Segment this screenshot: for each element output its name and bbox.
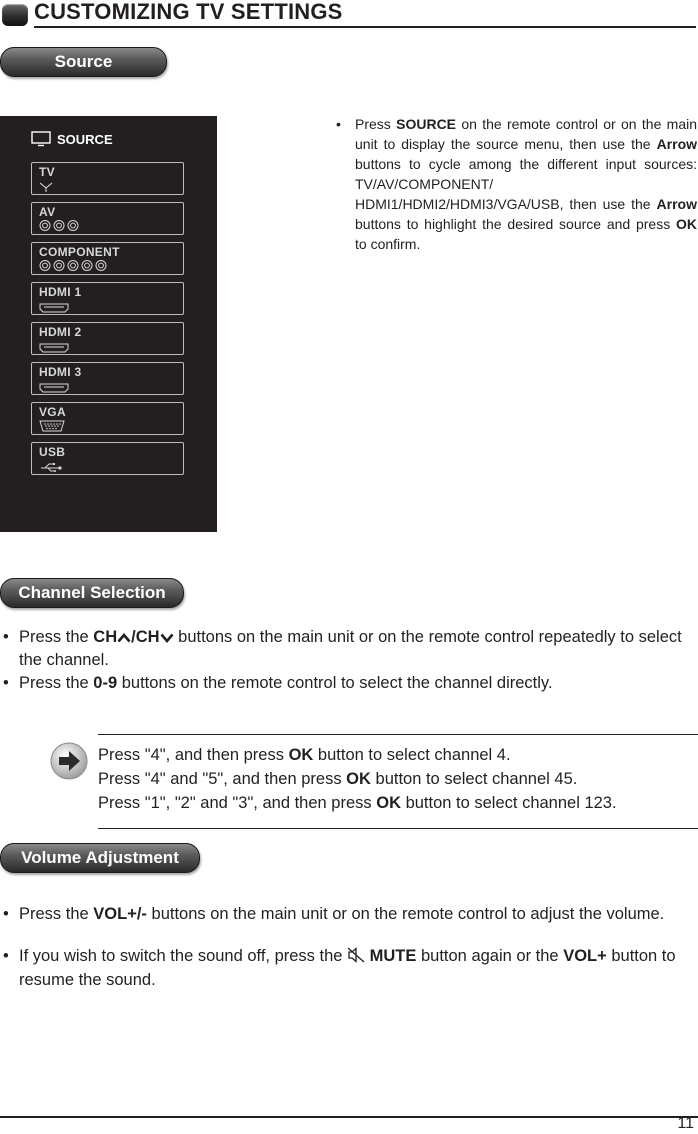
source-item-label: USB (39, 445, 66, 459)
hdmi-port-icon (39, 340, 69, 358)
source-item-vga[interactable] (31, 402, 184, 435)
key-ch-up: CH (93, 628, 118, 646)
source-item-av[interactable] (31, 202, 184, 235)
text-run: Press "1", "2" and "3", and then press (98, 794, 372, 812)
source-menu-title: SOURCE (57, 132, 113, 147)
source-item-hdmi2[interactable] (31, 322, 184, 355)
key-mute: MUTE (369, 947, 417, 965)
section-label-source: Source (0, 47, 167, 77)
key-digits: 0-9 (93, 674, 118, 692)
chevron-down-icon (160, 627, 174, 649)
tv-settings-icon (2, 4, 28, 26)
key-arrow: Arrow (656, 136, 698, 152)
source-item-label: HDMI 2 (39, 325, 82, 339)
source-item-label: COMPONENT (39, 245, 120, 259)
bullet: • (3, 947, 9, 965)
example-line-1 (98, 744, 698, 766)
page-title: CUSTOMIZING TV SETTINGS (34, 0, 343, 24)
volume-bullet-1 (19, 903, 698, 925)
bullet: • (336, 116, 341, 132)
note-rule-bottom (98, 828, 698, 829)
key-ok: OK (676, 216, 697, 232)
usb-icon (39, 460, 63, 478)
bullet: • (3, 628, 9, 646)
source-item-label: TV (39, 165, 55, 179)
text-run: buttons on the main unit or on the remote control repeatedly to select the channel. (19, 628, 682, 669)
text-run: button to select channel 4. (317, 746, 511, 764)
example-line-3 (98, 792, 698, 814)
header-rule (34, 26, 696, 28)
source-item-hdmi1[interactable] (31, 282, 184, 315)
antenna-icon (39, 180, 53, 198)
rca-jack-icon (39, 259, 111, 277)
text-run: buttons to cycle among the different input sources: TV/AV/COMPONENT/ HDMI1/HDMI2/HDMI3/VGA/USB, then use the (355, 156, 697, 212)
section-label-channel: Channel Selection (0, 578, 184, 608)
page-number: 11 (677, 1115, 694, 1132)
section-label-volume: Volume Adjustment (0, 843, 200, 873)
text-run: on the remote control or on the main unit to display the source menu, then use the (355, 116, 698, 152)
example-line-2 (98, 768, 698, 790)
footer-rule (0, 1116, 698, 1118)
text-run: buttons to highlight the desired source and press (355, 216, 671, 232)
key-vol: VOL+/- (93, 905, 147, 923)
text-run: Press the (19, 674, 89, 692)
source-item-tv[interactable] (31, 162, 184, 195)
key-vol-plus: VOL+ (563, 947, 607, 965)
channel-bullet-2 (19, 672, 698, 694)
chevron-up-icon (117, 627, 131, 649)
note-rule-top (98, 734, 698, 735)
key-ok: OK (346, 770, 371, 788)
text-run: to confirm. (355, 236, 421, 252)
text-run: If you wish to switch the sound off, press the (19, 947, 343, 965)
bullet: • (3, 674, 9, 692)
text-run: button to select channel 45. (375, 770, 578, 788)
key-source: SOURCE (396, 116, 457, 132)
monitor-icon (31, 131, 51, 152)
hdmi-port-icon (39, 300, 69, 318)
text-run: Press "4", and then press (98, 746, 284, 764)
text-run: Press "4" and "5", and then press (98, 770, 342, 788)
source-item-label: AV (39, 205, 56, 219)
text-run: button to select channel 123. (405, 794, 617, 812)
text-run: Press the (19, 905, 89, 923)
key-ch-down: /CH (131, 628, 160, 646)
text-run: Press the (19, 628, 89, 646)
volume-bullet-2 (19, 945, 698, 991)
hdmi-port-icon (39, 380, 69, 398)
bullet: • (3, 905, 9, 923)
text-run: button again or the (420, 947, 559, 965)
text-run: button to resume the sound. (19, 947, 676, 989)
mute-icon (347, 947, 365, 969)
text-run: Press (355, 116, 391, 132)
source-item-label: HDMI 3 (39, 365, 82, 379)
vga-port-icon (39, 419, 65, 437)
rca-jack-icon (39, 219, 81, 237)
source-item-usb[interactable] (31, 442, 184, 475)
source-item-label: HDMI 1 (39, 285, 82, 299)
text-run: buttons on the remote control to select the channel directly. (121, 674, 553, 692)
key-arrow: Arrow (656, 196, 697, 212)
key-ok: OK (288, 746, 314, 764)
source-item-hdmi3[interactable] (31, 362, 184, 395)
source-description (355, 114, 697, 254)
key-ok: OK (376, 794, 401, 812)
arrow-note-icon (49, 741, 89, 786)
source-item-label: VGA (39, 405, 66, 419)
text-run: buttons on the main unit or on the remote control to adjust the volume. (151, 905, 665, 923)
channel-bullet-1 (19, 626, 698, 671)
source-item-component[interactable] (31, 242, 184, 275)
